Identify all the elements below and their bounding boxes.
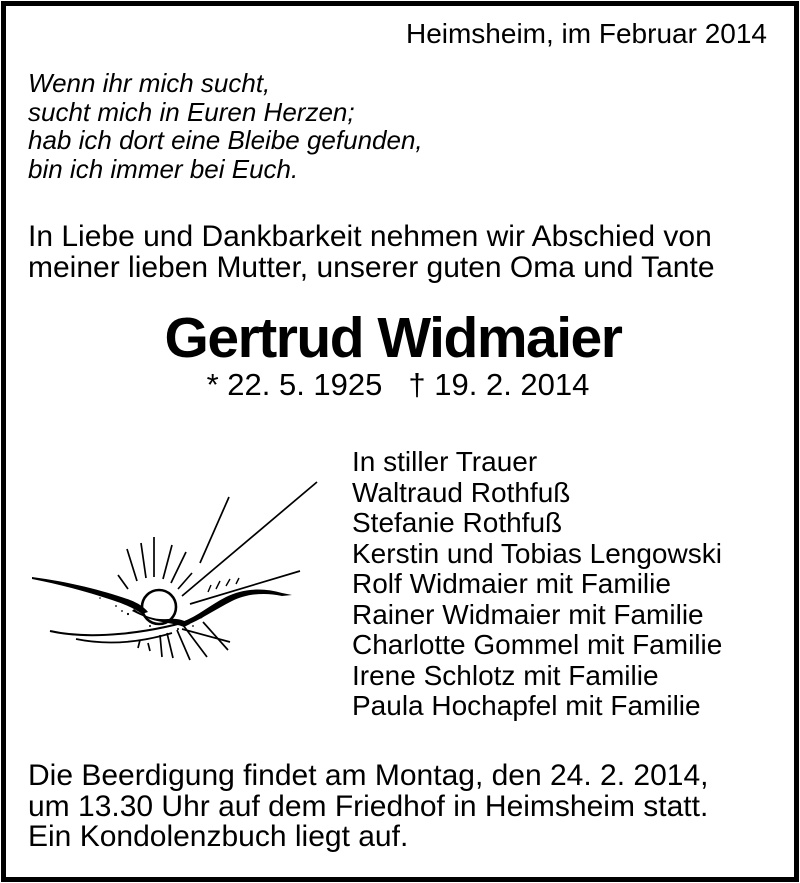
mourner-line: Waltraud Rothfuß: [352, 476, 571, 508]
mourner-line: Rainer Widmaier mit Familie: [352, 598, 704, 630]
mourner-line: Charlotte Gommel mit Familie: [352, 629, 723, 660]
funeral-line: um 13.30 Uhr auf dem Friedhof in Heimsheim statt.: [28, 789, 709, 823]
funeral-info: [28, 761, 708, 853]
sun-rays-icon: [118, 482, 317, 660]
intro-line: meiner lieben Mutter, unserer guten Oma und Tante: [28, 250, 715, 284]
mourner-line: Paula Hochapfel mit Familie: [352, 690, 701, 721]
mourner-line: Irene Schlotz mit Familie: [352, 659, 659, 691]
poem-line: hab ich dort eine Bleibe gefunden,: [28, 125, 423, 155]
dateline: Heimsheim, im Februar 2014: [405, 18, 767, 49]
intro-line: In Liebe und Dankbarkeit nehmen wir Abschied von: [28, 220, 712, 253]
deceased-name: Gertrud Widmaier: [164, 306, 622, 370]
mourner-line: In stiller Trauer: [352, 446, 538, 477]
mourners-list: [352, 447, 722, 722]
poem-line: bin ich immer bei Euch.: [28, 153, 299, 184]
birth-date: * 22. 5. 1925: [206, 367, 383, 402]
poem-line: Wenn ihr mich sucht,: [28, 68, 271, 98]
death-date: † 19. 2. 2014: [408, 367, 590, 402]
intro-text: [28, 222, 715, 283]
sunrise-illustration: [30, 468, 320, 668]
poem: [28, 69, 423, 183]
funeral-line: Die Beerdigung findet am Montag, den 24. 2. 2014,: [28, 759, 709, 792]
mourner-line: Rolf Widmaier mit Familie: [352, 568, 671, 599]
funeral-line: Ein Kondolenzbuch liegt auf.: [28, 820, 409, 853]
poem-line: sucht mich in Euren Herzen;: [28, 96, 355, 127]
life-dates: [0, 369, 796, 400]
mourner-line: Stefanie Rothfuß: [352, 507, 563, 538]
mourner-line: Kerstin und Tobias Lengowski: [352, 537, 722, 569]
